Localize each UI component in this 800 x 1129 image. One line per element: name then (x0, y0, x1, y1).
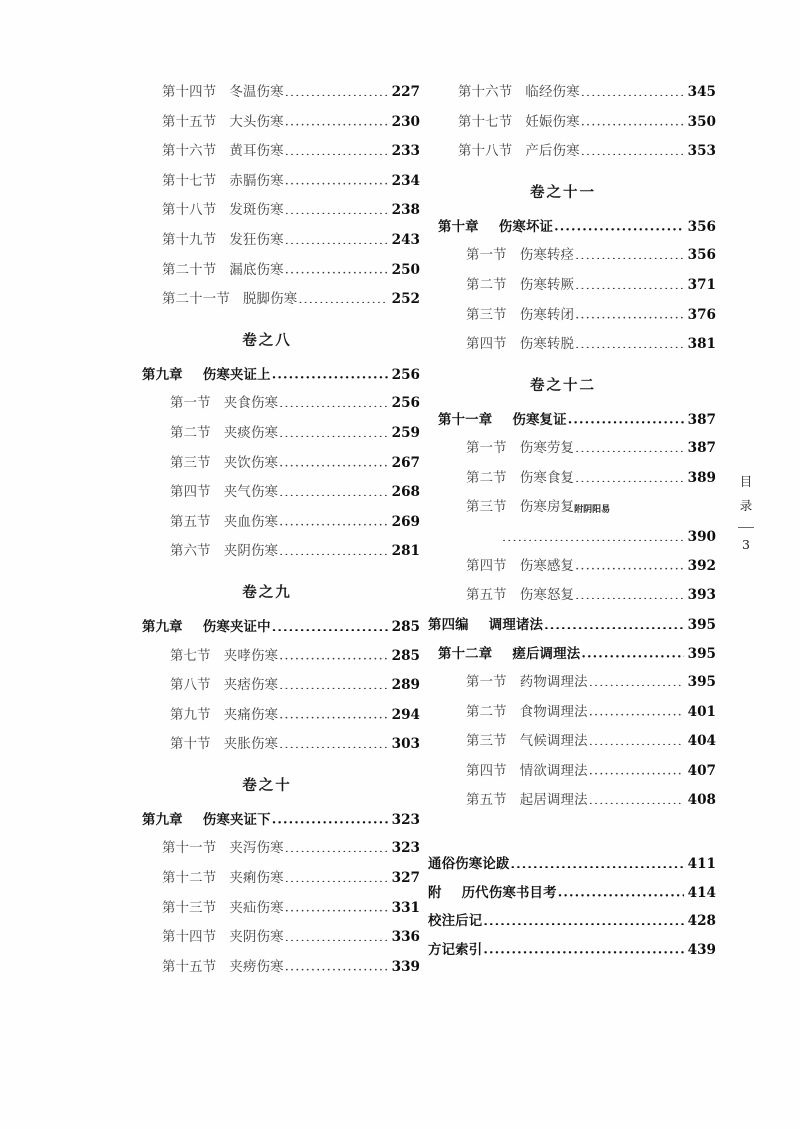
toc-entry[interactable] (142, 806, 420, 835)
dot-leader (272, 810, 388, 823)
toc-entry-page: 345 (687, 84, 716, 100)
toc-entry[interactable] (142, 361, 420, 390)
toc-columns (0, 78, 800, 1008)
block-spacer (428, 816, 716, 850)
toc-entry-title: 伤寒转闭 (519, 307, 575, 323)
dot-leader (279, 646, 387, 659)
toc-entry-page: 323 (391, 840, 420, 857)
dot-leader (589, 702, 684, 715)
toc-entry[interactable] (162, 108, 420, 138)
toc-entry-label: 第四节 (466, 337, 507, 353)
toc-entry-label: 第四编 (428, 616, 469, 633)
page-folio: 3 (742, 537, 750, 552)
toc-entry-title: 产后伤寒 (525, 144, 580, 160)
dot-leader (279, 676, 387, 689)
dot-leader (285, 83, 388, 96)
toc-entry-page: 238 (391, 202, 420, 219)
toc-entry-title: 夹泻伤寒 (229, 841, 284, 857)
toc-entry-title: 发斑伤寒 (229, 203, 284, 219)
toc-entry-title: 食物调理法 (519, 704, 588, 720)
toc-entry[interactable] (466, 552, 716, 582)
toc-entry-page: 303 (391, 736, 420, 753)
toc-entry-title: 夹疝伤寒 (229, 900, 284, 916)
toc-entry-title: 调理诸法 (488, 616, 544, 633)
toc-entry[interactable] (428, 611, 716, 640)
toc-entry-label: 第四节 (170, 485, 211, 501)
toc-entry-page: 395 (687, 674, 716, 691)
toc-entry[interactable] (162, 285, 420, 315)
toc-entry[interactable] (162, 864, 420, 894)
toc-entry[interactable] (162, 78, 420, 108)
toc-entry-title: 伤寒转厥 (519, 277, 575, 293)
toc-entry-page: 233 (391, 143, 420, 160)
toc-entry-page: 250 (391, 261, 420, 278)
toc-entry-page: 381 (687, 336, 716, 353)
toc-entry-page: 289 (391, 677, 420, 694)
toc-column-right (428, 78, 716, 964)
toc-entry-title: 伤寒复证 (512, 411, 567, 428)
running-head-char: 录 (739, 498, 753, 513)
dot-leader (581, 644, 683, 657)
toc-entry[interactable] (170, 730, 420, 760)
toc-entry-label: 第九章 (142, 618, 183, 635)
dot-leader (285, 112, 388, 125)
toc-entry-title: 伤寒劳复 (519, 441, 575, 457)
toc-entry-page: 252 (391, 291, 420, 308)
toc-entry[interactable] (466, 271, 716, 301)
toc-entry[interactable] (466, 434, 716, 464)
dot-leader (575, 586, 683, 599)
dot-leader (279, 394, 387, 407)
toc-entry-label: 第十四节 (162, 930, 217, 946)
toc-entry-title: 临经伤寒 (525, 85, 580, 100)
toc-entry-page: 256 (391, 366, 420, 383)
toc-entry-title: 伤寒房复 (519, 499, 575, 515)
volume-heading: 卷之八 (242, 331, 292, 349)
toc-entry[interactable] (170, 449, 420, 479)
toc-entry[interactable] (428, 936, 716, 965)
toc-entry-label: 第三节 (466, 307, 507, 323)
toc-entry-label: 第三节 (170, 455, 211, 471)
toc-entry-page: 336 (391, 929, 420, 946)
toc-entry-page: 390 (687, 529, 716, 546)
toc-entry[interactable] (170, 537, 420, 567)
dot-leader (298, 290, 387, 303)
toc-entry-title: 伤寒夹证中 (202, 618, 271, 635)
toc-entry[interactable] (466, 241, 716, 271)
toc-entry-page: 414 (687, 884, 716, 901)
volume-heading: 卷之十 (242, 776, 292, 794)
toc-entry-title: 情欲调理法 (519, 763, 588, 779)
toc-entry-title: 妊娠伤寒 (525, 114, 580, 130)
toc-entry-title: 起居调理法 (519, 793, 588, 809)
dot-leader (483, 912, 683, 925)
dot-leader (568, 410, 684, 423)
dot-leader (589, 761, 684, 774)
dot-leader (511, 855, 684, 868)
toc-entry[interactable] (170, 508, 420, 538)
running-head-rule (738, 527, 754, 528)
toc-entry[interactable] (170, 478, 420, 508)
toc-entry-title: 伤寒怒复 (519, 588, 575, 604)
dot-leader (279, 483, 387, 496)
dot-leader (581, 112, 684, 125)
toc-entry[interactable] (170, 389, 420, 419)
toc-entry[interactable] (162, 953, 420, 983)
toc-entry-label: 第九章 (142, 811, 183, 828)
toc-entry-label: 第十二节 (162, 871, 217, 887)
toc-entry-title: 黄耳伤寒 (229, 144, 284, 160)
dot-leader (575, 305, 683, 318)
toc-entry-title: 瘥后调理法 (512, 645, 581, 662)
toc-entry-page: 323 (391, 811, 420, 828)
toc-entry-title: 大头伤寒 (229, 114, 284, 130)
toc-entry-page: 230 (391, 113, 420, 130)
toc-entry[interactable] (466, 727, 716, 757)
dot-leader (279, 705, 387, 718)
toc-entry-label: 第五节 (466, 793, 507, 809)
dot-leader (279, 424, 387, 437)
toc-entry-page: 376 (687, 306, 716, 323)
toc-entry-title: 发狂伤寒 (229, 232, 284, 248)
dot-leader (279, 542, 387, 555)
dot-leader (279, 735, 387, 748)
toc-entry-page: 411 (687, 856, 716, 873)
toc-entry-label: 第十四节 (162, 85, 217, 100)
toc-entry[interactable] (428, 879, 716, 908)
toc-entry-page: 439 (687, 941, 716, 958)
dot-leader (285, 957, 388, 970)
toc-entry-label: 第十六节 (162, 144, 217, 160)
toc-entry-title: 夹血伤寒 (223, 514, 279, 530)
toc-entry-title: 伤寒坏证 (498, 218, 554, 235)
toc-entry-label: 第十节 (170, 737, 211, 753)
toc-entry-page: 294 (391, 706, 420, 723)
dot-leader (285, 260, 388, 273)
toc-entry-label: 第三节 (466, 499, 507, 515)
toc-entry-page: 389 (687, 469, 716, 486)
toc-entry-title: 赤膈伤寒 (229, 173, 284, 189)
toc-entry[interactable] (428, 907, 716, 936)
toc-entry[interactable] (162, 894, 420, 924)
toc-entry-page: 269 (391, 513, 420, 530)
dot-leader (279, 453, 387, 466)
toc-entry-label: 第十九节 (162, 232, 217, 248)
toc-entry-title: 伤寒转脱 (519, 337, 575, 353)
toc-entry-title: 伤寒夹证上 (202, 366, 271, 383)
toc-entry[interactable] (162, 196, 420, 226)
toc-entry-label: 第三节 (466, 734, 507, 750)
toc-entry-title: 夹痨伤寒 (229, 959, 284, 975)
dot-leader (544, 616, 683, 629)
toc-entry-title: 方记索引 (428, 941, 483, 958)
toc-entry-continuation[interactable] (466, 523, 716, 552)
toc-entry-title: 伤寒食复 (519, 470, 575, 486)
toc-entry-page: 234 (391, 172, 420, 189)
toc-entry-page: 407 (687, 762, 716, 779)
toc-entry[interactable] (162, 167, 420, 197)
toc-entry-label: 第九节 (170, 707, 211, 723)
toc-entry[interactable] (466, 698, 716, 728)
toc-entry-page: 428 (687, 913, 716, 930)
toc-entry-label: 第五节 (170, 514, 211, 530)
dot-leader (483, 940, 683, 953)
toc-entry[interactable] (170, 419, 420, 449)
dot-leader (272, 365, 388, 378)
toc-entry[interactable] (466, 330, 716, 360)
toc-entry[interactable] (466, 786, 716, 816)
toc-entry-title: 伤寒转痉 (519, 248, 575, 264)
toc-entry-title: 漏底伤寒 (229, 262, 284, 278)
toc-entry-title: 夹哮伤寒 (223, 648, 279, 664)
toc-entry[interactable] (170, 701, 420, 731)
toc-entry-label: 第十二章 (438, 645, 493, 662)
toc-entry-label: 第七节 (170, 648, 211, 664)
toc-entry[interactable] (170, 671, 420, 701)
toc-entry-label: 第十七节 (162, 173, 217, 189)
toc-entry-title: 脱脚伤寒 (242, 292, 298, 308)
toc-entry-title: 气候调理法 (519, 734, 588, 750)
toc-entry-title: 夹痢伤寒 (229, 871, 284, 887)
toc-entry-annotation: 附阴阳易 (574, 504, 611, 515)
running-head (726, 470, 766, 552)
toc-column-left (132, 78, 420, 982)
toc-entry-page: 387 (687, 411, 716, 428)
toc-entry-label: 第十七节 (458, 114, 513, 130)
toc-entry-page: 356 (687, 247, 716, 264)
dot-leader (285, 201, 388, 214)
dot-leader (575, 246, 683, 259)
toc-entry-title: 夹阴伤寒 (229, 930, 284, 946)
toc-entry-page: 401 (687, 703, 716, 720)
toc-entry-page: 331 (391, 899, 420, 916)
toc-entry-title: 夹胀伤寒 (223, 737, 279, 753)
dot-leader (502, 528, 684, 541)
toc-entry-page: 387 (687, 440, 716, 457)
toc-entry-label: 第十一章 (438, 411, 493, 428)
toc-entry-page: 281 (391, 543, 420, 560)
toc-entry-label: 第一节 (466, 675, 507, 691)
dot-leader (575, 335, 683, 348)
toc-entry-page: 285 (391, 618, 420, 635)
toc-entry-title: 夹阴伤寒 (223, 544, 279, 560)
volume-heading: 卷之九 (242, 583, 292, 601)
toc-entry[interactable] (162, 834, 420, 864)
toc-entry-label: 第十五节 (162, 114, 217, 130)
toc-entry-title: 夹食伤寒 (223, 396, 279, 412)
toc-entry-page: 356 (687, 218, 716, 235)
toc-entry[interactable] (466, 757, 716, 787)
toc-entry-label: 第四节 (466, 763, 507, 779)
toc-entry[interactable] (466, 668, 716, 698)
toc-entry-page: 353 (687, 143, 716, 160)
toc-entry-page: 392 (687, 557, 716, 574)
volume-heading: 卷之十一 (530, 183, 596, 201)
toc-entry[interactable] (162, 137, 420, 167)
toc-entry-page: 404 (687, 733, 716, 750)
toc-entry[interactable] (466, 301, 716, 331)
toc-entry-title: 药物调理法 (519, 675, 588, 691)
dot-leader (285, 231, 388, 244)
toc-entry-page: 259 (391, 424, 420, 441)
dot-leader (575, 276, 683, 289)
toc-entry-title: 夹痰伤寒 (223, 425, 279, 441)
toc-entry[interactable] (466, 494, 716, 524)
volume-heading: 卷之十二 (530, 376, 596, 394)
toc-entry-title: 冬温伤寒 (229, 85, 284, 100)
dot-leader (589, 673, 684, 686)
toc-entry-label: 第二节 (466, 277, 507, 293)
toc-entry-label: 第六节 (170, 544, 211, 560)
toc-entry-label: 第一节 (170, 396, 211, 412)
toc-entry-label: 第二节 (466, 704, 507, 720)
toc-entry[interactable] (466, 581, 716, 611)
toc-entry-page: 339 (391, 958, 420, 975)
toc-entry-label: 第一节 (466, 441, 507, 457)
toc-entry-page: 256 (391, 395, 420, 412)
toc-entry-label: 第十三节 (162, 900, 217, 916)
toc-entry-title: 通俗伤寒论跋 (428, 856, 510, 873)
dot-leader (285, 171, 388, 184)
dot-leader (285, 869, 388, 882)
toc-entry-label: 第五节 (466, 588, 507, 604)
toc-entry-label: 第二节 (466, 470, 507, 486)
toc-entry-page: 267 (391, 454, 420, 471)
dot-leader (581, 83, 684, 96)
toc-entry-label: 第十一节 (162, 841, 217, 857)
toc-entry[interactable] (458, 108, 716, 138)
toc-entry[interactable] (438, 213, 716, 242)
toc-entry-label: 第十八节 (458, 144, 513, 160)
toc-entry-label: 第一节 (466, 248, 507, 264)
toc-entry[interactable] (162, 226, 420, 256)
toc-entry-page: 408 (687, 792, 716, 809)
toc-entry-label: 第二十一节 (162, 292, 230, 308)
toc-entry-title: 校注后记 (428, 913, 483, 930)
toc-entry-label: 第四节 (466, 558, 507, 574)
toc-entry[interactable] (162, 256, 420, 286)
toc-entry[interactable] (466, 464, 716, 494)
dot-leader (285, 898, 388, 911)
dot-leader (575, 439, 683, 452)
dot-leader (285, 142, 388, 155)
toc-entry-title: 历代伤寒书目考 (461, 884, 557, 901)
toc-entry[interactable] (142, 613, 420, 642)
running-head-char: 目 (739, 474, 753, 489)
dot-leader (285, 928, 388, 941)
toc-entry-page: 395 (687, 645, 716, 662)
dot-leader (575, 556, 683, 569)
dot-leader (575, 469, 683, 482)
dot-leader (279, 512, 387, 525)
toc-entry-label: 第十五节 (162, 959, 217, 975)
toc-entry[interactable] (458, 137, 716, 167)
toc-entry[interactable] (428, 850, 716, 879)
toc-entry-page: 393 (687, 587, 716, 604)
toc-entry-label: 第二节 (170, 425, 211, 441)
toc-entry-label: 第九章 (142, 366, 183, 383)
dot-leader (558, 883, 684, 896)
toc-entry-page: 268 (391, 484, 420, 501)
toc-entry[interactable] (438, 406, 716, 435)
toc-entry-label: 第二十节 (162, 262, 217, 278)
toc-entry-title: 夹气伤寒 (223, 485, 279, 501)
toc-entry-page: 350 (687, 113, 716, 130)
dot-leader (581, 142, 684, 155)
dot-leader (285, 839, 388, 852)
dot-leader (589, 791, 684, 804)
toc-entry-page: 285 (391, 647, 420, 664)
toc-entry-title: 夹痛伤寒 (223, 707, 279, 723)
toc-entry-label: 第八节 (170, 678, 211, 694)
toc-entry-label: 第十八节 (162, 203, 217, 219)
toc-entry-label: 第十六节 (458, 85, 513, 100)
toc-entry[interactable] (458, 78, 716, 108)
toc-entry[interactable] (438, 640, 716, 669)
toc-entry[interactable] (162, 923, 420, 953)
toc-entry-page: 371 (687, 276, 716, 293)
toc-entry[interactable] (170, 642, 420, 672)
toc-entry-label: 附 (428, 884, 442, 901)
toc-entry-title: 夹饮伤寒 (223, 455, 279, 471)
toc-entry-page: 327 (391, 870, 420, 887)
dot-leader (554, 217, 683, 230)
toc-entry-title: 夹痞伤寒 (223, 678, 279, 694)
toc-entry-page: 395 (687, 616, 716, 633)
dot-leader (272, 618, 388, 631)
toc-entry-title: 伤寒夹证下 (202, 811, 271, 828)
toc-entry-page: 227 (391, 84, 420, 100)
toc-entry-page: 243 (391, 231, 420, 248)
toc-entry-label: 第十章 (438, 218, 479, 235)
toc-entry-title: 伤寒感复 (519, 558, 575, 574)
dot-leader (589, 732, 684, 745)
